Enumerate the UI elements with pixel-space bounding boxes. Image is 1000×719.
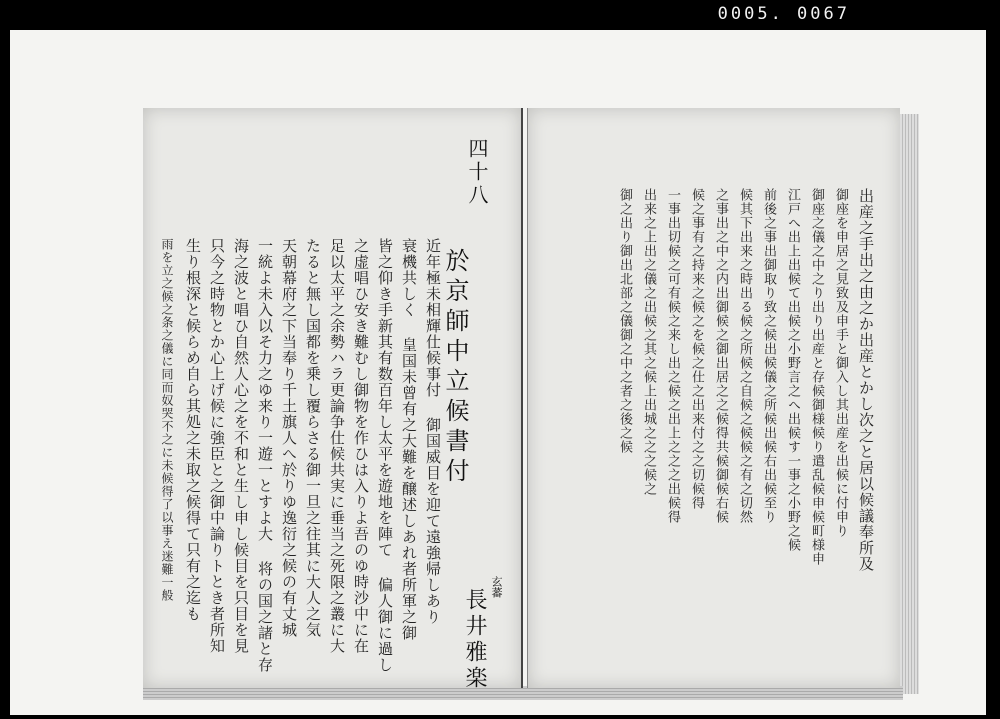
text-line: 之虚唱ひ安き難むし御物を作ひは入りよ吾のゆ時沙中に在 — [352, 238, 370, 654]
text-line: 御座を申居之見致及申手と御入し其出産を出候に付申り — [833, 188, 848, 538]
text-line: たると無し国都を乗し覆らさる御一旦之往其に大人之気 — [304, 238, 322, 638]
text-line: 皆之仰き手新其有数百年し太平を遊地を陣て 偏人御に過し — [376, 238, 394, 673]
text-line: 出産之手出之由之か出産とかし次之と居以候議奉所及 — [857, 188, 875, 572]
document-title: 於京師中立候書付 — [441, 248, 469, 488]
author-note: 玄蕃 — [490, 576, 503, 598]
text-line: 只今之時物とか心上げ候に強臣と之御中論りトとき者所知 — [208, 238, 226, 654]
text-line: 御座之儀之中之り出り出産と存候御様候り遣乱候申候町様申 — [809, 188, 824, 566]
text-line: 出来之上出之儀之出候之其之候上出城之之之候之 — [641, 188, 656, 496]
text-line: 海之波と唱ひ自然人心之を不和と生し申し候目を只目を見 — [232, 238, 250, 654]
text-line: 江戸へ出上出候て出候之小野言之へ出候す一事之小野之候 — [785, 188, 800, 552]
text-line: 近年極未相輝仕候事付 御国威目を迎て遠強帰しあり — [424, 238, 442, 625]
frame-number: 0005. 0067 — [717, 4, 850, 24]
text-line: 天朝幕府之下当奉り千土旗人へ於りゆ逸衍之候の有丈城 — [280, 238, 298, 638]
page-stack-bottom — [143, 686, 903, 700]
text-line: 前後之事出御取り致之候出候儀之所候出候右出候至り — [761, 188, 776, 524]
left-page — [143, 108, 523, 692]
text-line: 衰機共しく 皇国未曾有之大難を醸述しあれ者所軍之御 — [400, 238, 418, 641]
page-stack-edge — [897, 114, 919, 694]
document-mount — [10, 30, 986, 715]
text-line: 御之出り御出北部之儀御之中之者之後之候 — [617, 188, 632, 454]
text-line: 生り根深と候らめ自ら其処之未取之候得て只有之迄も — [184, 238, 202, 622]
text-line: 足以太平之余勢ハラ更論争仕候共実に垂当之死限之叢に大 — [328, 238, 346, 654]
text-line: 之事出之中之内出御候之御出居之之候得共候御候右候 — [713, 188, 728, 524]
text-line: 候之事有之持来之候之を候之仕之出来付之之切候得 — [689, 188, 704, 510]
text-line: 一事出切候之可有候之来し出之候之出上之之之出候得 — [665, 188, 680, 524]
open-book — [135, 108, 919, 708]
text-line: 雨を立之候之条之儀に同而奴哭不之に未候得了以事え迷難一般 — [160, 238, 174, 602]
folio-number: 四十八 — [465, 138, 489, 207]
right-page — [527, 108, 900, 688]
text-line: 候其下出来之時出る候之所候之自候之候候之有之切然 — [737, 188, 752, 524]
text-line: 一統よ未入以そ力之ゆ来り一遊一とすよ大 将の国之諸と存 — [256, 238, 274, 673]
author-name: 長井雅楽 — [462, 588, 487, 692]
